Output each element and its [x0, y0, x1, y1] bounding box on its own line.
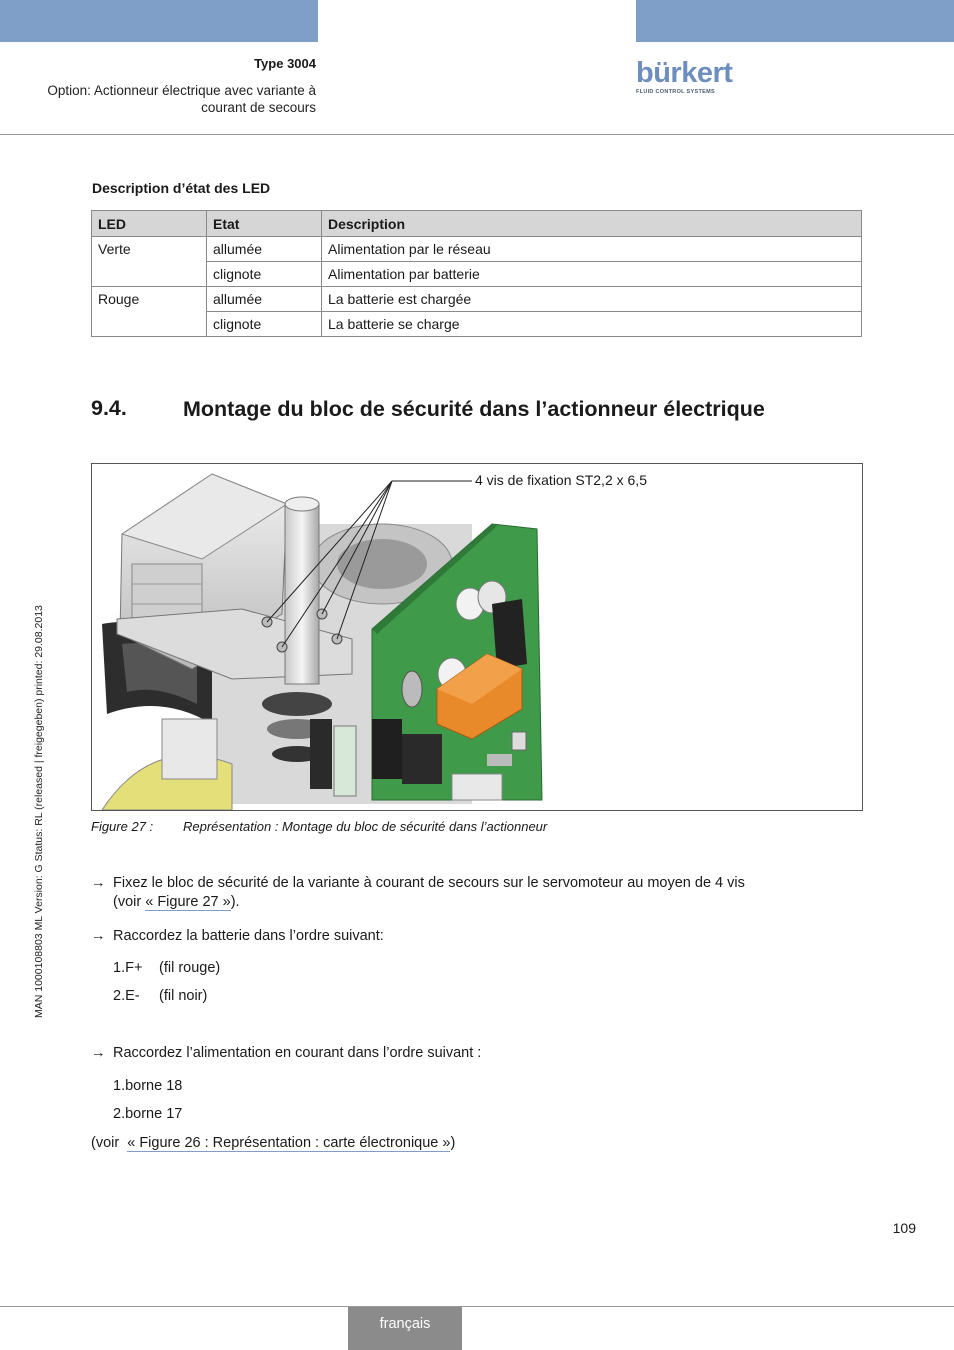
list-item — [113, 988, 207, 1004]
caption-text: Représentation : Montage du bloc de sécurité dans l’actionneur — [183, 819, 548, 834]
table-header-row — [92, 211, 862, 237]
etat-cell: allumée — [207, 287, 322, 312]
section-number: 9.4. — [91, 396, 127, 420]
etat-cell: clignote — [207, 262, 322, 287]
description-cell: La batterie est chargée — [322, 287, 862, 312]
list-item: 1.borne 18 — [113, 1078, 183, 1094]
step-text: Fixez le bloc de sécurité de la variante à courant de secours sur le servomoteur au moyen de 4 vis — [113, 875, 745, 891]
document-subtitle: Option: Actionneur électrique avec variante à courant de secours — [47, 83, 316, 115]
step-text: Raccordez l’alimentation en courant dans l’ordre suivant : — [113, 1045, 482, 1061]
etat-cell: clignote — [207, 312, 322, 337]
instruction-step-2 — [91, 927, 384, 946]
logo-wordmark: bürkert — [636, 57, 733, 89]
section-title: Montage du bloc de sécurité dans l’actionneur électrique — [183, 397, 765, 421]
instruction-step-1 — [91, 874, 745, 912]
burkert-logo — [636, 58, 736, 98]
step-ref-suffix: ). — [230, 894, 240, 910]
table-row — [92, 262, 862, 287]
table-title: Description d’état des LED — [92, 180, 271, 196]
list-number: 2.E- — [113, 988, 140, 1004]
language-tab: français — [348, 1307, 462, 1350]
header-band-left — [0, 0, 318, 42]
page-number: 109 — [892, 1220, 916, 1236]
instruction-step-3 — [91, 1044, 481, 1063]
list-text: (fil noir) — [159, 988, 208, 1004]
assembly-figure — [91, 463, 863, 811]
led-cell: Rouge — [92, 287, 207, 337]
figure-caption — [91, 819, 548, 834]
figure-27-link[interactable]: « Figure 27 » — [145, 894, 231, 910]
table-row — [92, 312, 862, 337]
list-number: 1.F+ — [113, 960, 143, 976]
header-description: Description — [322, 211, 862, 237]
footer-divider — [0, 1306, 954, 1307]
list-text: (fil rouge) — [159, 960, 221, 976]
step-ref-prefix: (voir — [113, 894, 146, 910]
step-text: Raccordez la batterie dans l’ordre suivant: — [113, 928, 384, 944]
arrow-icon: → — [91, 875, 106, 891]
caption-label: Figure 27 : — [91, 819, 154, 834]
header-led: LED — [92, 211, 207, 237]
led-status-table — [91, 210, 862, 337]
list-item: 2.borne 17 — [113, 1106, 183, 1122]
table-row — [92, 237, 862, 262]
screw-callout-label: 4 vis de fixation ST2,2 x 6,5 — [475, 472, 647, 488]
led-cell: Verte — [92, 237, 207, 287]
logo-tagline: FLUID CONTROL SYSTEMS — [636, 89, 715, 95]
header-divider — [0, 134, 954, 135]
figure-26-reference — [91, 1134, 455, 1153]
ref-prefix: (voir — [91, 1135, 124, 1151]
arrow-icon: → — [91, 1045, 106, 1061]
figure-26-link[interactable]: « Figure 26 : Représentation : carte électronique » — [127, 1135, 451, 1151]
document-metadata: MAN 1000108803 ML Version: G Status: RL (released | freigegeben) printed: 29.08.2013 — [33, 605, 45, 1018]
header-etat: Etat — [207, 211, 322, 237]
description-cell: Alimentation par le réseau — [322, 237, 862, 262]
header-band-right — [636, 0, 954, 42]
description-cell: Alimentation par batterie — [322, 262, 862, 287]
assembly-illustration — [92, 464, 862, 810]
table-row — [92, 287, 862, 312]
list-item — [113, 960, 220, 976]
ref-suffix: ) — [450, 1135, 456, 1151]
arrow-icon: → — [91, 928, 106, 944]
product-type: Type 3004 — [254, 56, 316, 71]
etat-cell: allumée — [207, 237, 322, 262]
description-cell: La batterie se charge — [322, 312, 862, 337]
